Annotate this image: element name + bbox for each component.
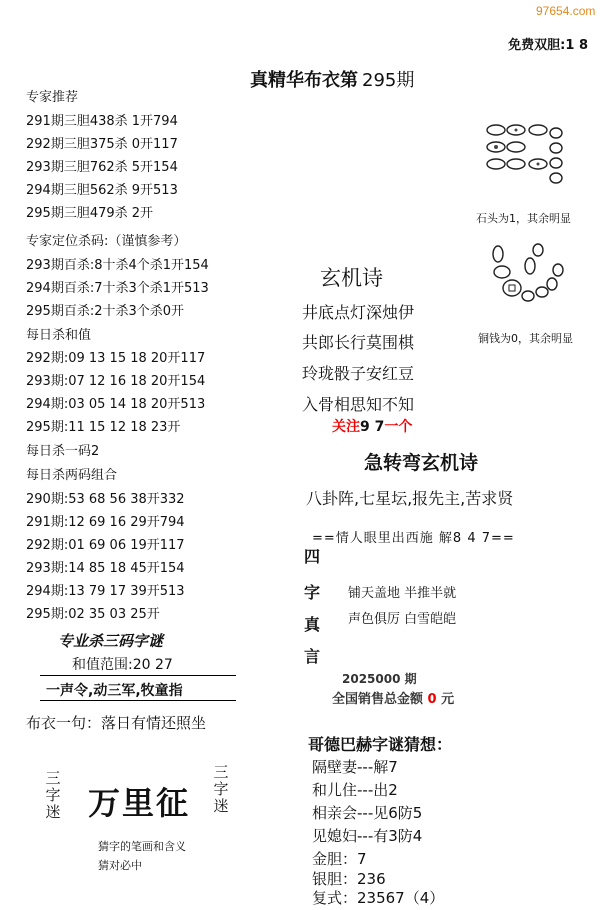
- position-kill-header: 专家定位杀码:（谨慎参考）: [26, 234, 187, 249]
- sales-total: [332, 688, 454, 707]
- daily-two-line: 290期:53 68 56 38开332: [26, 492, 185, 507]
- daily-sum-line: 292期:09 13 15 18 20开117: [26, 351, 206, 366]
- poem-line: 玲珑骰子安红豆: [302, 364, 415, 383]
- stone-icon: [529, 125, 547, 135]
- poem-line: 井底点灯深烛伊: [302, 303, 415, 322]
- stone-icon: [507, 159, 525, 169]
- poem2-title: 急转弯玄机诗: [364, 452, 479, 474]
- expert-line: 295期三胆479杀 2开: [26, 206, 154, 221]
- stones-image: [478, 118, 578, 198]
- daily-two-line: 293期:14 85 18 45开154: [26, 561, 185, 576]
- stone-icon: [487, 125, 505, 135]
- daily-two-line: 292期:01 69 06 19开117: [26, 538, 185, 553]
- poem-line: 共郎长行莫围棋: [302, 333, 415, 352]
- four-char-glyph: 言: [304, 647, 321, 666]
- daily-sum-line: 294期:03 05 14 18 20开513: [26, 397, 206, 412]
- expert-line: 292期三胆375杀 0开117: [26, 137, 178, 152]
- coin-icon: [503, 280, 521, 296]
- goldbach-line: 隔壁妻---解7: [312, 758, 398, 776]
- daily-sum-line: 295期:11 15 12 18 23开: [26, 420, 181, 435]
- free-pair-label: 免费双胆:1 8: [508, 38, 588, 53]
- expert-header: 专家推荐: [26, 90, 79, 105]
- sales-label: 全国销售总金额: [332, 692, 424, 707]
- daily-sum-header: 每日杀和值: [26, 328, 92, 343]
- stone-icon: [550, 143, 562, 153]
- goldbach-line: 见媳妇---有3防4: [312, 827, 423, 845]
- love-line: ==情人眼里出西施 解8 4 7==: [312, 531, 515, 546]
- poem-line: 入骨相思知不知: [302, 395, 415, 414]
- stone-icon: [525, 258, 535, 274]
- riddle-word: 万里征: [88, 784, 191, 822]
- four-char-line: 声色俱厉 白雪皑皑: [348, 612, 457, 627]
- divider: [40, 675, 236, 676]
- poem-title: 玄机诗: [320, 266, 383, 290]
- expert-line: 294期三胆562杀 9开513: [26, 183, 178, 198]
- divider: [40, 700, 236, 701]
- riddle-note: 猜字的笔画和含义: [98, 840, 186, 853]
- goldbach-title: 哥德巴赫字谜猜想：: [308, 735, 453, 754]
- stone-icon: [507, 142, 525, 152]
- coins-caption: 铜钱为0，其余明显: [478, 332, 573, 345]
- position-kill-line: 294期百杀:7十杀3个杀1开513: [26, 281, 209, 296]
- stone-icon: [493, 246, 503, 262]
- sales-unit: 元: [441, 692, 455, 707]
- four-char-glyph: 四: [304, 547, 321, 566]
- daily-two-line: 294期:13 79 17 39开513: [26, 584, 185, 599]
- daily-two-line: 291期:12 69 16 29开794: [26, 515, 185, 530]
- poem2-body: 八卦阵,七星坛,报先主,苦求贤: [306, 489, 514, 508]
- riddle-left-vertical: 三字迷: [45, 769, 61, 821]
- stone-icon: [550, 158, 562, 168]
- daily-sum-line: 293期:07 12 16 18 20开154: [26, 374, 206, 389]
- buyi-line: 布衣一句：落日有情还照坐: [26, 714, 207, 732]
- stone-icon: [547, 278, 557, 290]
- expert-line: 291期三胆438杀 1开794: [26, 114, 178, 129]
- page-title: [250, 66, 414, 92]
- position-kill-line: 295期百杀:2十杀3个杀0开: [26, 304, 185, 319]
- sales-value: 0: [427, 692, 437, 707]
- title-main: 真精华布衣第: [250, 70, 358, 91]
- riddle-note: 猜对必中: [98, 859, 142, 872]
- four-char-line: 铺天盖地 半推半就: [348, 586, 457, 601]
- focus-suffix: 一个: [384, 419, 413, 435]
- title-issue: 295期: [362, 70, 415, 91]
- stone-icon: [550, 128, 562, 138]
- goldbach-line: 相亲会---见6防5: [312, 804, 423, 822]
- pro-kill-title: 专业杀三码字谜: [58, 632, 164, 650]
- stone-icon: [487, 159, 505, 169]
- coins-image: [478, 240, 578, 320]
- slogan: 一声令,动三军,牧童指: [46, 683, 183, 699]
- stone-icon: [522, 291, 534, 301]
- goldbach-line: 复式：23567（4）: [312, 889, 445, 907]
- riddle-right-vertical: 三字迷: [213, 763, 229, 815]
- focus-line: [332, 416, 412, 436]
- expert-line: 293期三胆762杀 5开154: [26, 160, 178, 175]
- stones-caption: 石头为1，其余明显: [476, 212, 571, 225]
- daily-two-line: 295期:02 35 03 25开: [26, 607, 160, 622]
- stone-icon: [550, 173, 562, 183]
- position-kill-line: 293期百杀:8十杀4个杀1开154: [26, 258, 209, 273]
- sum-range: 和值范围:20 27: [72, 657, 173, 673]
- stone-icon: [553, 264, 563, 276]
- daily-one-kill: 每日杀一码2: [26, 444, 100, 459]
- daily-two-header: 每日杀两码组合: [26, 468, 118, 483]
- stone-icon: [494, 266, 510, 278]
- focus-label: 关注: [332, 419, 360, 435]
- issue-number: 2025000 期: [342, 672, 417, 686]
- site-watermark: 97654.com: [536, 4, 596, 18]
- stone-icon: [533, 244, 543, 256]
- goldbach-line: 金胆：7: [312, 850, 367, 868]
- goldbach-line: 银胆：236: [312, 870, 386, 888]
- goldbach-line: 和儿住---出2: [312, 781, 398, 799]
- four-char-glyph: 字: [304, 583, 321, 602]
- focus-numbers: 9 7: [360, 419, 385, 435]
- four-char-glyph: 真: [304, 615, 321, 634]
- stone-icon: [536, 287, 548, 297]
